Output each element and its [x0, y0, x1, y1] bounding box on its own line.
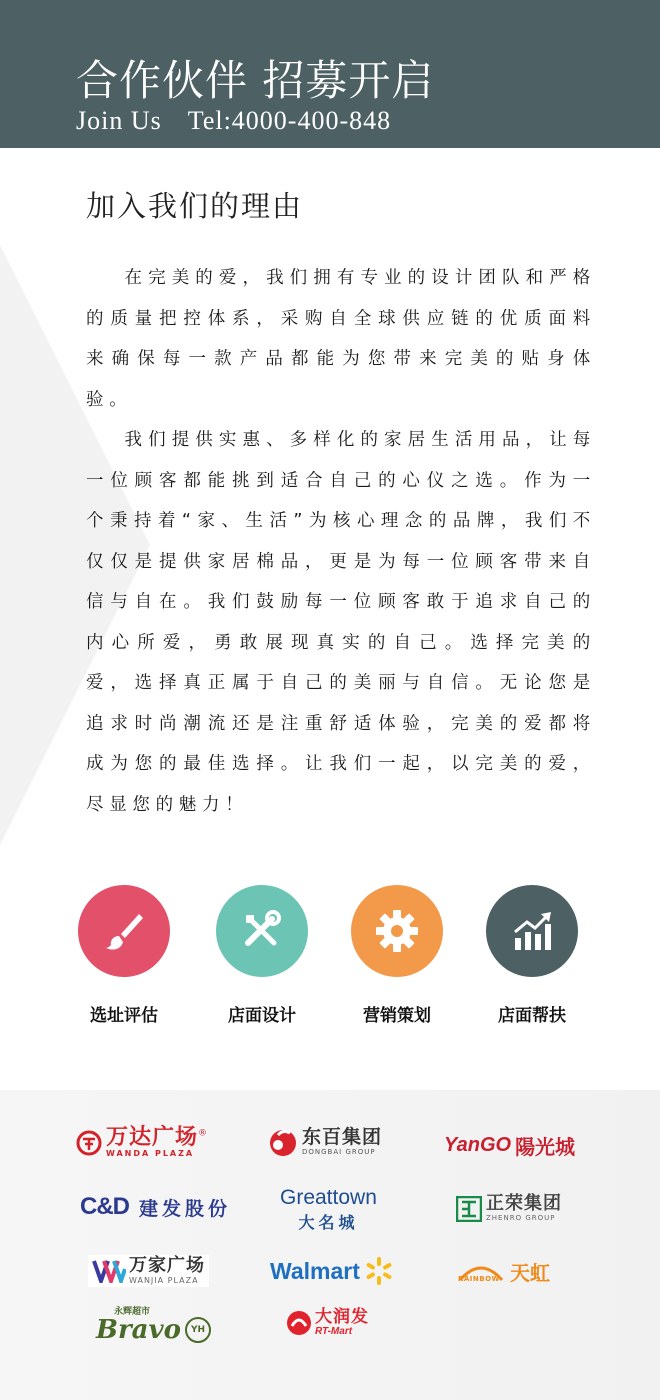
yonghui-cn: 永辉超市 — [114, 1306, 151, 1317]
service-marketing[interactable] — [337, 885, 457, 1026]
greattown-en: Greattown — [280, 1186, 377, 1209]
wanjia-cn: 万家广场 — [129, 1255, 205, 1276]
cd-cn: 建发股份 — [139, 1197, 232, 1220]
service-label: 营销策划 — [363, 1006, 431, 1026]
header-subtitle — [76, 106, 391, 136]
logo-greattown — [280, 1187, 377, 1233]
logo-zhenro — [456, 1195, 562, 1222]
rtmart-en: RT-Mart — [315, 1326, 353, 1337]
tel-number[interactable]: Tel:4000-400-848 — [187, 106, 392, 135]
greattown-cn: 大名城 — [298, 1213, 359, 1232]
dongbai-mark-icon — [268, 1127, 298, 1157]
logo-wanda — [76, 1127, 208, 1158]
section-title: 加入我们的理由 — [86, 189, 304, 223]
page-title: 合作伙伴 招募开启 — [76, 56, 435, 105]
logo-yango — [444, 1131, 575, 1160]
wanda-mark-icon — [76, 1130, 102, 1156]
rtmart-mark-icon — [286, 1310, 312, 1336]
wanjia-mark-icon — [92, 1259, 126, 1283]
tools-icon — [216, 885, 308, 977]
yango-en: YanGO — [444, 1134, 512, 1156]
rainbow-cn: 天虹 — [510, 1261, 550, 1285]
join-us-text: Join Us — [76, 106, 162, 135]
header-banner — [0, 0, 660, 148]
zhenro-en: ZHENRO GROUP — [486, 1214, 556, 1222]
logo-yonghui — [96, 1307, 211, 1343]
growth-chart-icon — [486, 885, 578, 977]
service-store-design[interactable] — [202, 885, 322, 1026]
logo-wanjia — [88, 1255, 209, 1287]
dongbai-en: DONGBAI GROUP — [302, 1148, 376, 1156]
cd-en: C&D — [80, 1193, 129, 1220]
logo-rainbow — [456, 1257, 550, 1286]
services-row — [0, 885, 660, 1035]
zhenro-cn: 正荣集团 — [486, 1193, 562, 1214]
yonghui-en: Bravo — [96, 1314, 181, 1345]
rainbow-en: RAINBOW — [458, 1274, 500, 1283]
intro-paragraph-1: 在完美的爱，我们拥有专业的设计团队和严格的质量把控体系，采购自全球供应链的优质面料来确保每一款产品都能为您带来完美的贴身体验。 — [86, 268, 596, 410]
gear-icon — [351, 885, 443, 977]
service-label: 店面设计 — [228, 1006, 296, 1026]
wanda-en: WANDA PLAZA — [106, 1149, 195, 1158]
wanda-cn: 万达广场 — [106, 1125, 199, 1150]
yonghui-badge: YH — [185, 1317, 211, 1343]
zhenro-mark-icon — [456, 1196, 482, 1222]
intro-text — [86, 258, 596, 825]
yango-cn: 陽光城 — [515, 1135, 576, 1159]
service-label: 店面帮扶 — [498, 1006, 566, 1026]
service-store-support[interactable] — [472, 885, 592, 1026]
walmart-en: Walmart — [270, 1257, 360, 1284]
logo-cd — [80, 1193, 231, 1221]
logo-rtmart — [286, 1309, 369, 1337]
walmart-spark-icon — [363, 1255, 395, 1287]
rtmart-cn: 大润发 — [315, 1307, 369, 1327]
intro-paragraph-2: 我们提供实惠、多样化的家居生活用品，让每一位顾客都能挑到适合自己的心仪之选。作为一个秉持着“家、生活”为核心理念的品牌，我们不仅仅是提供家居棉品，更是为每一位顾客带来自信与自在。我们鼓励每一位顾客敢于追求自己的内心所爱，勇敢展现真实的自己。选择完美的爱，选择真正属于自己的美丽与自信。无论您是追求时尚潮流还是注重舒适体验，完美的爱都将成为您的最佳选择。让我们一起，以完美的爱，尽显您的魅力！ — [86, 430, 596, 815]
service-label: 选址评估 — [90, 1006, 158, 1026]
brush-icon — [78, 885, 170, 977]
wanjia-en: WANJIA PLAZA — [129, 1276, 199, 1285]
dongbai-cn: 东百集团 — [302, 1126, 383, 1148]
service-site-evaluation[interactable] — [64, 885, 184, 1026]
logo-dongbai — [268, 1127, 382, 1157]
logo-walmart — [270, 1255, 395, 1287]
wanda-mark: ® — [198, 1128, 209, 1139]
